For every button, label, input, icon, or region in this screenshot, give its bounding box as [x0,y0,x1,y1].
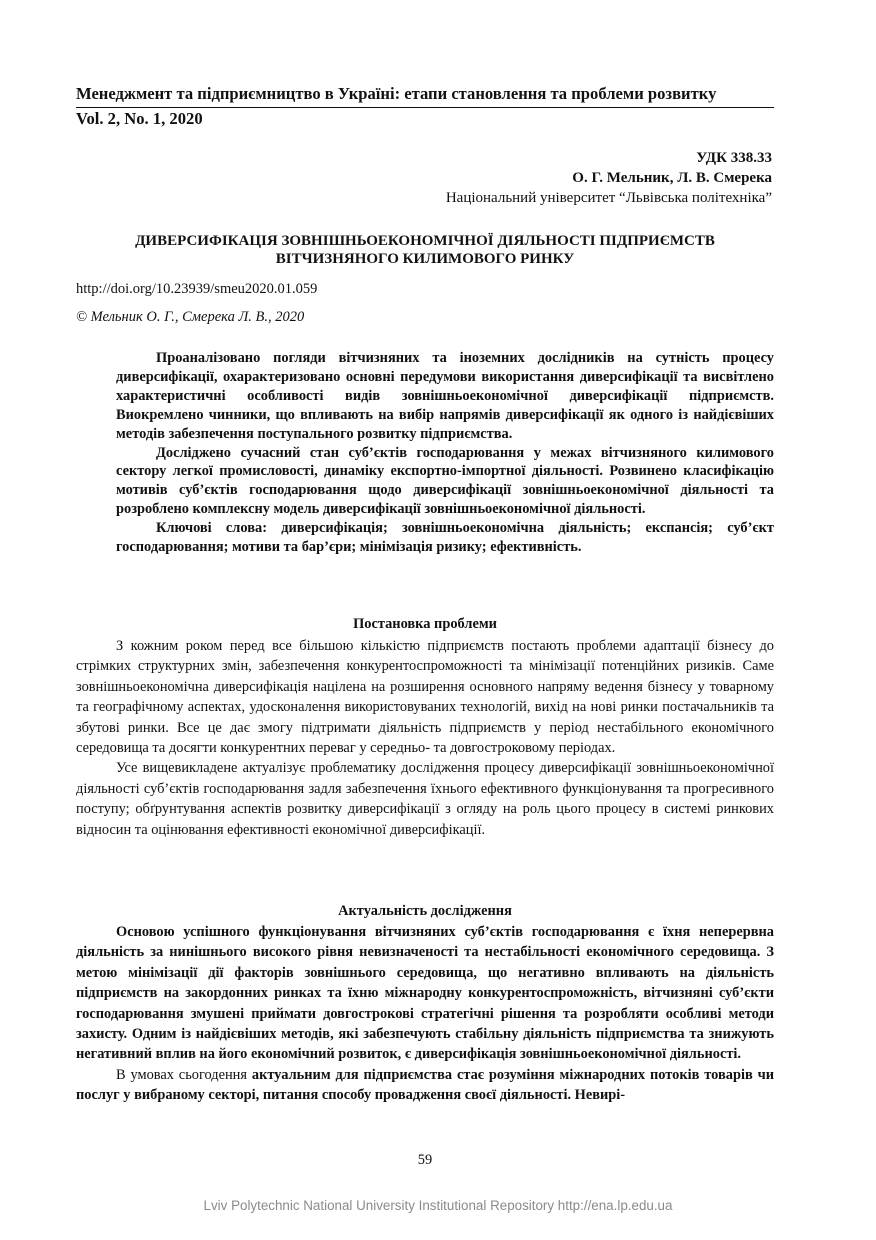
page-number: 59 [417,1152,433,1168]
abstract-paragraph-2: Досліджено сучасний стан суб’єктів господарювання у межах вітчизняного килимового сектору легкої промисловості, динаміку експортно-імпортної діяльності. Розвинено класифікацію мотивів суб’єктів господарювання щодо диверсифікації зовнішньоекономічної діяльності та розроблено комплексну модель диверсифікації зовнішньоекономічної діяльності. [116,444,774,518]
section-relevance-body [76,922,774,1106]
keywords-label: Ключові слова: [156,520,267,537]
abstract-paragraph-1: Проаналізовано погляди вітчизняних та іноземних дослідників на сутність процесу диверсифікації, охарактеризовано основні передумови використання диверсифікації та висвітлено характеристичні особливості видів зовнішньоекономічної диверсифікації підприємств. Виокремлено чинники, що впливають на вибір напрямів диверсифікації як одного із найдієвіших методів забезпечення поступального розвитку підприємства. [116,350,774,442]
article-title-line-2: ВІТЧИЗНЯНОГО КИЛИМОВОГО РИНКУ [275,251,575,267]
udk-code: УДК 338.33 [696,150,772,166]
section-problem-paragraph-1: З кожним роком перед все більшою кількістю підприємств постають проблеми адаптації бізнесу до стрімких структурних змін, забезпечення конкурентоспроможності та мінімізації потенційних ризиків. Саме зовнішньоекономічна диверсифікація націлена на розширення основного напряму ведення бізнесу у товарному та географічному аспектах, удосконалення використовуваних технологій, вихід на нові ринки постачальників та збутові ринки. Все це дає змогу підтримати діяльність підприємств у період нестабільного економічного середовища та досягти конкурентних переваг у середньо- та довгостроковому періодах. [76,638,774,757]
section-relevance-paragraph-2 [76,1065,774,1106]
authors: О. Г. Мельник, Л. В. Смерека [572,170,772,186]
journal-volume: Vol. 2, No. 1, 2020 [76,109,203,128]
journal-title: Менеджмент та підприємництво в Україні: етапи становлення та проблеми розвитку [76,84,717,103]
section-heading-relevance: Актуальність дослідження [338,903,512,919]
section-problem-paragraph-2: Усе вищевикладене актуалізує проблематику дослідження процесу диверсифікації зовнішньоекономічної діяльності суб’єктів господарювання задля забезпечення їхнього ефективного функціонування та прогресивного поступу; обґрунтування аспектів розвитку диверсифікації з огляду на роль цього процесу в системі ринкових відносин та оцінювання ефективності економічної диверсифікації. [76,760,774,838]
keywords [116,519,774,557]
header-rule [76,107,774,108]
section-problem-body [76,636,774,840]
section-heading-problem: Постановка проблеми [353,616,497,632]
repository-footer: Lviv Polytechnic National University Institutional Repository http://ena.lp.edu.ua [203,1198,673,1213]
keywords-list: диверсифікація; зовнішньоекономічна діяльність; експансія; суб’єкт господарювання; мотиви та бар’єри; мінімізація ризику; ефективність. [116,520,774,556]
abstract [116,349,774,557]
doi-link[interactable]: http://doi.org/10.23939/smeu2020.01.059 [76,281,318,297]
article-title [76,232,774,268]
affiliation: Національний університет “Львівська політехніка” [445,190,772,206]
article-title-line-1: ДИВЕРСИФІКАЦІЯ ЗОВНІШНЬОЕКОНОМІЧНОЇ ДІЯЛЬНОСТІ ПІДПРИЄМСТВ [135,233,715,249]
paragraph-lead: В умовах сьогодення [116,1066,248,1083]
paragraph-rest: актуальним для підприємства стає розуміння міжнародних потоків товарів чи послуг у вибраному секторі, питання способу провадження своєї діяльності. Невирі- [76,1066,774,1104]
section-relevance-paragraph-1: Основою успішного функціонування вітчизняних суб’єктів господарювання є їхня неперервна діяльність за нинішнього високого рівня невизначеності та нестабільності економічного середовища. З метою мінімізації дії факторів зовнішнього середовища, що негативно впливають на діяльність підприємств на закордонних ринках та їхню міжнародну конкурентоспроможність, вітчизняні суб’єкти господарювання змушені приймати довгострокові стратегічні рішення та розробляти особливі методи захисту. Одним із найдієвіших методів, які забезпечують стабільну діяльність підприємства та знижують негативний вплив на його економічний розвиток, є диверсифікація зовнішньоекономічної діяльності. [76,924,774,1063]
copyright: © Мельник О. Г., Смерека Л. В., 2020 [76,309,305,325]
